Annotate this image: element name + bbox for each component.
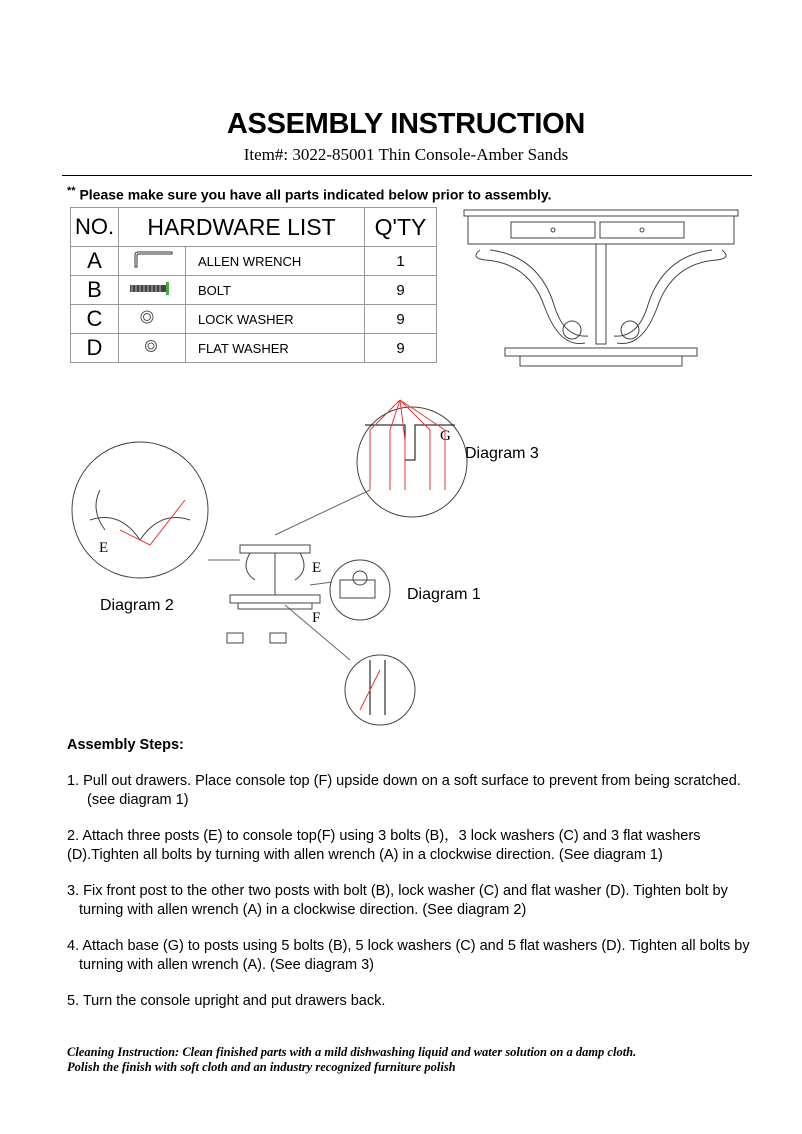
assembly-diagrams bbox=[60, 370, 580, 740]
hardware-table bbox=[70, 207, 437, 363]
assembly-steps bbox=[67, 736, 767, 1028]
table-header bbox=[71, 208, 437, 247]
parts-note bbox=[67, 185, 552, 203]
step-3: 3. Fix front post to the other two posts with bolt (B), lock washer (C) and flat washer (D). Tighten bolt by turning with allen wrench (A) in a clockwise direction. (See diagram 2) bbox=[67, 883, 728, 918]
table-row bbox=[71, 247, 437, 276]
cleaning-instruction bbox=[67, 1045, 636, 1075]
part-label-f: F bbox=[312, 610, 321, 626]
cleaning-line-1: Cleaning Instruction: Clean finished parts with a mild dishwashing liquid and water solution on a damp cloth. bbox=[67, 1045, 637, 1059]
row-qty: 9 bbox=[365, 305, 437, 334]
diagram-1-detail bbox=[330, 560, 390, 620]
cleaning-line-2: Polish the finish with soft cloth and an industry recognized furniture polish bbox=[67, 1060, 456, 1074]
diagram-2-detail bbox=[72, 442, 208, 578]
flat-washer-icon bbox=[119, 334, 186, 363]
row-qty: 9 bbox=[365, 334, 437, 363]
row-name: ALLEN WRENCH bbox=[186, 247, 365, 276]
console-exploded bbox=[227, 545, 320, 643]
step-5: 5. Turn the console upright and put drawers back. bbox=[67, 993, 386, 1009]
console-illustration bbox=[460, 208, 742, 374]
row-name: BOLT bbox=[186, 276, 365, 305]
row-qty: 1 bbox=[365, 247, 437, 276]
bottom-detail bbox=[345, 655, 415, 725]
row-no: D bbox=[71, 334, 119, 363]
table-row bbox=[71, 305, 437, 334]
row-no: B bbox=[71, 276, 119, 305]
diagram-3-label: Diagram 3 bbox=[465, 445, 539, 462]
diagram-3-detail bbox=[357, 407, 467, 517]
note-stars: ** bbox=[67, 185, 76, 197]
row-name: FLAT WASHER bbox=[186, 334, 365, 363]
header-list: HARDWARE LIST bbox=[119, 208, 365, 247]
allen-wrench-icon bbox=[119, 247, 186, 276]
part-label-e: E bbox=[312, 560, 322, 576]
step-2: 2. Attach three posts (E) to console top(F) using 3 bolts (B)，3 lock washers (C) and 3 flat washers (D).Tighten all bolts by turning with allen wrench (A) in a clockwise direction. (See diagram 1) bbox=[67, 828, 701, 863]
item-number: Item#: 3022-85001 Thin Console-Amber Sands bbox=[243, 145, 569, 164]
row-no: A bbox=[71, 247, 119, 276]
header-qty: Q'TY bbox=[365, 208, 437, 247]
row-no: C bbox=[71, 305, 119, 334]
bolt-icon bbox=[119, 276, 186, 305]
divider bbox=[62, 175, 752, 176]
lock-washer-icon bbox=[119, 305, 186, 334]
table-row bbox=[71, 334, 437, 363]
table-row bbox=[71, 276, 437, 305]
diagram-1-label: Diagram 1 bbox=[407, 586, 481, 603]
diagram-2-label: Diagram 2 bbox=[100, 597, 174, 614]
part-label-e: E bbox=[99, 540, 109, 556]
header-no: NO. bbox=[71, 208, 119, 247]
row-name: LOCK WASHER bbox=[186, 305, 365, 334]
row-qty: 9 bbox=[365, 276, 437, 305]
part-label-g: G bbox=[440, 428, 451, 444]
document-title: ASSEMBLY INSTRUCTION bbox=[226, 108, 586, 140]
step-1: 1. Pull out drawers. Place console top (F) upside down on a soft surface to prevent from being scratched. (see diagram 1) bbox=[67, 773, 741, 808]
steps-heading: Assembly Steps: bbox=[67, 737, 184, 753]
note-text: Please make sure you have all parts indicated below prior to assembly. bbox=[79, 186, 552, 203]
step-4: 4. Attach base (G) to posts using 5 bolts (B), 5 lock washers (C) and 5 flat washers (D). Tighten all bolts by turning with allen wrench (A). (See diagram 3) bbox=[67, 938, 750, 973]
